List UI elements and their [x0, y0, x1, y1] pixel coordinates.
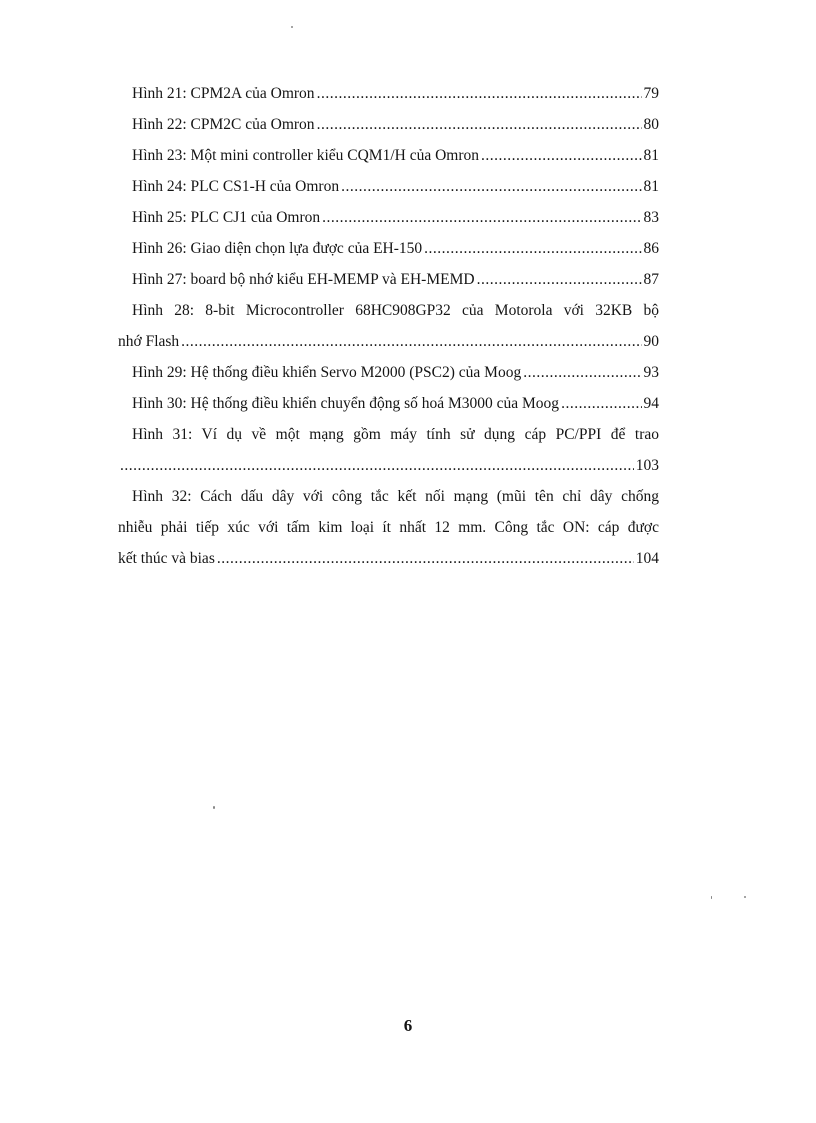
toc-entry-32[interactable] [118, 481, 659, 574]
toc-entry-label: Hình 22: CPM2C của Omron [132, 116, 315, 133]
toc-entry-label: Hình 26: Giao diện chọn lựa được của EH-150 [132, 240, 423, 257]
toc-entry-last-line [118, 543, 659, 574]
dot-leader [317, 109, 642, 140]
toc-entry-page: 79 [643, 85, 659, 102]
dot-leader [424, 233, 641, 264]
toc-entry-page: 87 [643, 271, 659, 288]
dot-leader [481, 140, 642, 171]
list-of-figures [118, 78, 659, 574]
toc-entry-22[interactable] [118, 109, 659, 140]
toc-entry-label: Hình 29: Hệ thống điều khiển Servo M2000 (PSC2) của Moog [132, 364, 522, 381]
toc-entry-21[interactable] [118, 78, 659, 109]
toc-entry-27[interactable] [118, 264, 659, 295]
toc-entry-label: kết thúc và bias [118, 550, 215, 567]
toc-entry-label: Hình 30: Hệ thống điều khiển chuyển động số hoá M3000 của Moog [132, 395, 560, 412]
dot-leader [317, 78, 642, 109]
toc-entry-31[interactable] [118, 419, 659, 481]
toc-entry-label: nhớ Flash [118, 333, 180, 350]
toc-entry-24[interactable] [118, 171, 659, 202]
toc-entry-page: 94 [643, 395, 659, 412]
toc-entry-page: 86 [643, 240, 659, 257]
toc-entry-last-line [118, 326, 659, 357]
toc-entry-label: Hình 27: board bộ nhớ kiểu EH-MEMP và EH-MEMD [132, 271, 475, 288]
toc-entry-29[interactable] [118, 357, 659, 388]
dot-leader [181, 326, 641, 357]
toc-entry-25[interactable] [118, 202, 659, 233]
dot-leader [523, 357, 641, 388]
dot-leader [322, 202, 641, 233]
toc-entry-label: Hình 23: Một mini controller kiểu CQM1/H của Omron [132, 147, 479, 164]
page-number: 6 [403, 1016, 413, 1035]
toc-entry-page: 93 [643, 364, 659, 381]
dot-leader [341, 171, 641, 202]
toc-entry-page: 83 [643, 209, 659, 226]
toc-entry-label: Hình 24: PLC CS1-H của Omron [132, 178, 340, 195]
scan-speck [711, 896, 712, 899]
toc-entry-label: Hình 25: PLC CJ1 của Omron [132, 209, 321, 226]
toc-entry-page: 80 [643, 116, 659, 133]
dot-leader [477, 264, 642, 295]
toc-entry-page: 103 [635, 457, 659, 474]
toc-entry-page: 81 [643, 178, 659, 195]
toc-entry-30[interactable] [118, 388, 659, 419]
toc-entry-last-line [118, 450, 659, 481]
toc-entry-26[interactable] [118, 233, 659, 264]
toc-entry-page: 90 [643, 333, 659, 350]
toc-entry-line: Hình 32: Cách dấu dây với công tắc kết nối mạng (mũi tên chỉ dây chống [132, 488, 659, 505]
toc-entry-page: 104 [635, 550, 659, 567]
scan-speck [213, 806, 215, 809]
dot-leader [561, 388, 641, 419]
scan-speck [744, 896, 746, 898]
toc-entry-label: Hình 21: CPM2A của Omron [132, 85, 315, 102]
toc-entry-page: 81 [643, 147, 659, 164]
toc-entry-line: Hình 28: 8-bit Microcontroller 68HC908GP32 của Motorola với 32KB bộ [132, 302, 659, 319]
dot-leader [120, 450, 634, 481]
toc-entry-line: nhiễu phải tiếp xúc với tấm kim loại ít nhất 12 mm. Công tắc ON: cáp được [118, 519, 659, 536]
toc-entry-28[interactable] [118, 295, 659, 357]
dot-leader [217, 543, 634, 574]
toc-entry-line: Hình 31: Ví dụ về một mạng gồm máy tính sử dụng cáp PC/PPI để trao [132, 426, 659, 443]
scan-speck [291, 26, 293, 28]
toc-entry-23[interactable] [118, 140, 659, 171]
